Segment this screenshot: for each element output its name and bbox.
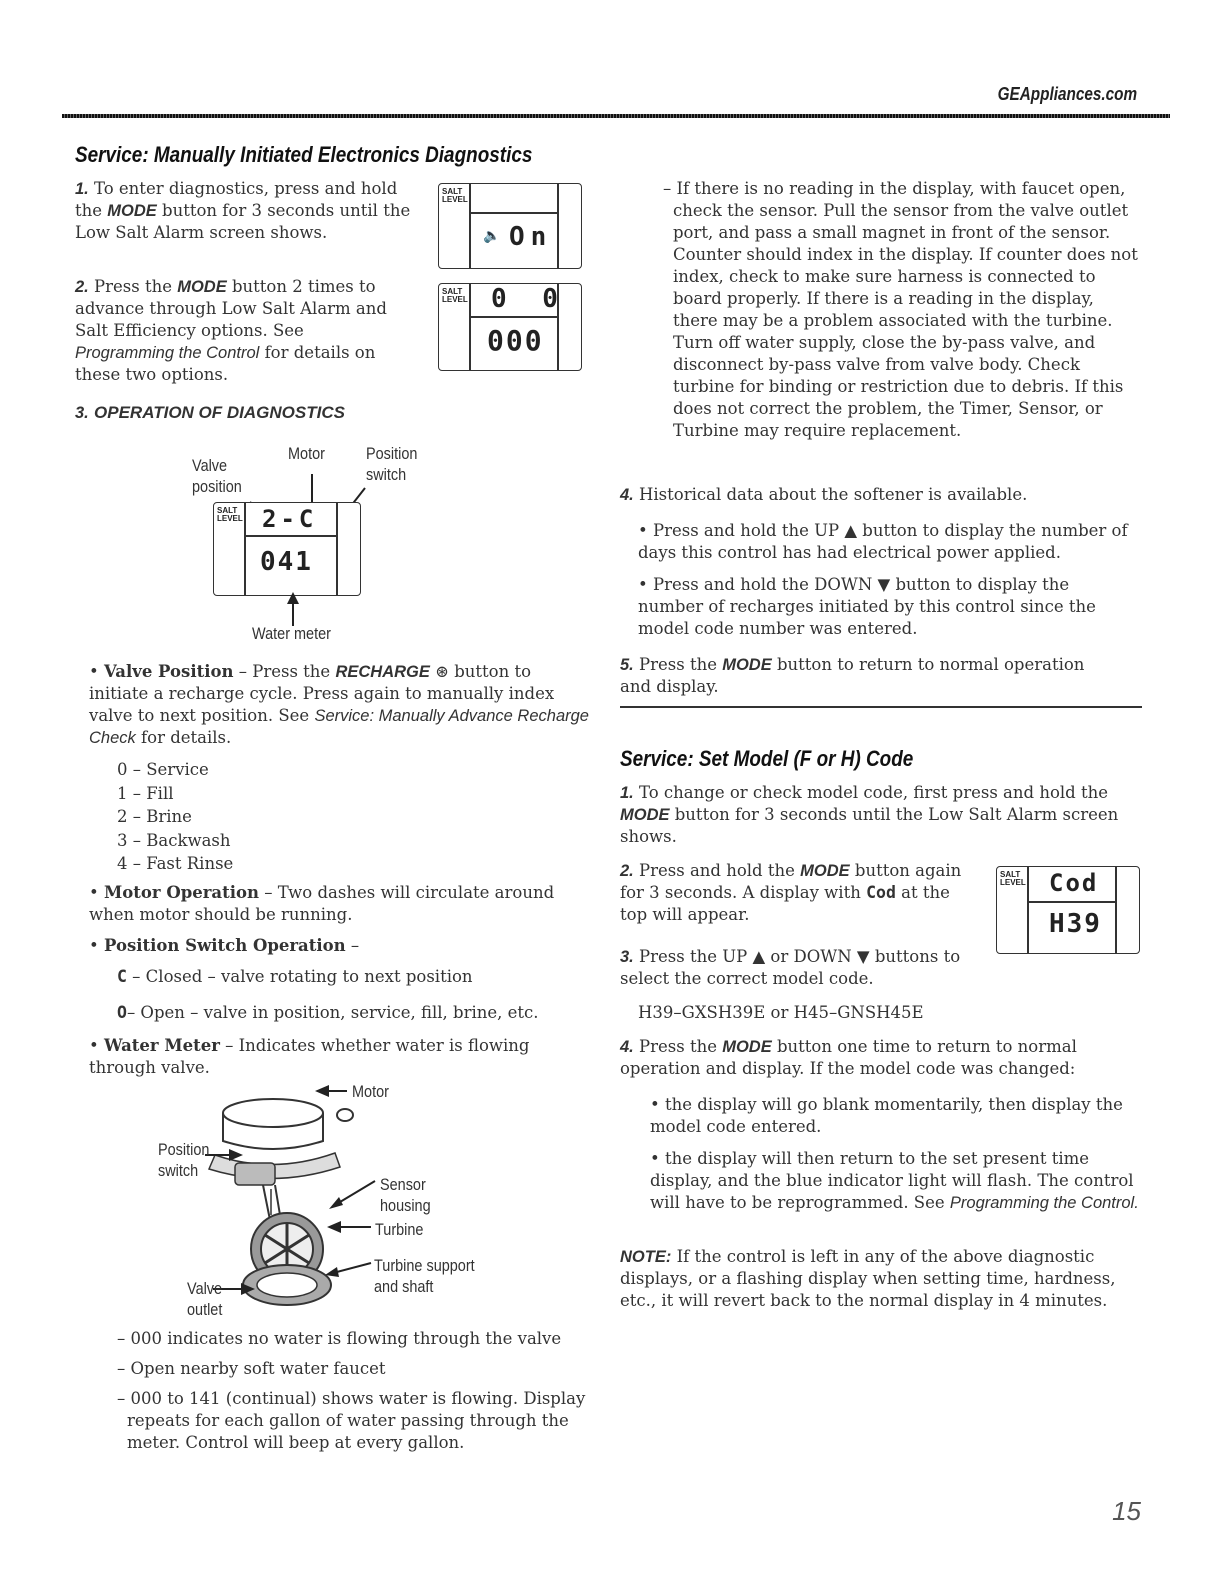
position-switch-item (89, 935, 359, 957)
note-text: If the control is left in any of the above diagnostic displays, or a flashing display when setting time, hardness, etc., it will revert back to the normal display in 4 minutes. (620, 1247, 1116, 1310)
advance-recharge-link[interactable]: Service: Manually Advance Recharge Check (89, 707, 589, 747)
step-text: button one time to return to normal operation and display. If the model code was changed: (620, 1037, 1077, 1078)
step-text: To enter diagnostics, press and hold the (75, 179, 398, 220)
step-number: 4. (620, 486, 634, 504)
programming-link[interactable]: Programming the Control (75, 344, 260, 362)
step-3-heading: OPERATION OF DIAGNOSTICS (94, 403, 345, 422)
up-arrow-icon: ▲ (752, 947, 766, 966)
label-sensor: Sensor (380, 1175, 426, 1194)
mode-button-label: MODE (177, 278, 227, 296)
list-item: 1 – Fill (117, 783, 174, 803)
step-number: 3. (620, 948, 634, 966)
label-position-switch-2: switch (366, 465, 407, 484)
step-text: Press the (639, 1037, 723, 1056)
step-text: or DOWN (765, 947, 857, 966)
label-position: position (192, 477, 242, 496)
step-text: To change or check model code, first press and hold the (639, 783, 1108, 802)
lcd-display-diagnostics (213, 502, 361, 596)
label-turbine-support: Turbine support (374, 1256, 475, 1275)
step-number: 3. (75, 404, 89, 422)
label-turbine: Turbine (375, 1220, 424, 1239)
mode-button-label: MODE (800, 862, 850, 880)
bullet-dot: • (638, 521, 648, 540)
state-text: – Closed – valve rotating to next position (126, 967, 473, 986)
step-text: buttons to select the correct model code. (620, 947, 961, 988)
recharge-button-label: RECHARGE (335, 663, 430, 681)
speaker-icon: 🔈 (483, 228, 501, 244)
step-text: for details on these two options. (75, 343, 376, 384)
step-4 (620, 484, 1140, 506)
list-item: 2 – Brine (117, 807, 192, 826)
positions-list (117, 758, 233, 876)
model-bullet-1 (650, 1094, 1130, 1138)
bullet-dot: • (89, 1036, 99, 1055)
item-label: Position Switch Operation (103, 936, 346, 955)
note (620, 1246, 1140, 1312)
step-number: 4. (620, 1038, 634, 1056)
section-divider (620, 706, 1142, 708)
mode-button-label: MODE (107, 202, 157, 220)
label-valve: Valve (192, 456, 228, 475)
lcd-divider (469, 184, 471, 268)
model-bullet-2 (650, 1148, 1140, 1214)
no-reading-note: – If there is no reading in the display, with faucet open, check the sensor. Pull the sensor from the valve outlet port, and pass a small magnet in front of the sensor. Counter should index in the display. If counter does not index, check to make sure harness is connected to board properly. If there is a reading in the display, there may be a problem associated with the turbine. Turn off water supply, close the by-pass valve, and disconnect by-pass valve from valve body. Check turbine for binding or restriction due to debris. If this does not correct the problem, the Timer, Sensor, or Turbine may require replacement. (663, 179, 1138, 440)
item-label: Valve Position (103, 662, 234, 681)
note-label: NOTE: (620, 1248, 672, 1266)
step-text: Press the (639, 655, 723, 674)
state-text: – Open – valve in position, service, fill, brine, etc. (126, 1003, 539, 1022)
bullet-dot: • (89, 662, 99, 681)
model-step-1 (620, 782, 1135, 848)
lcd-divider (469, 316, 557, 318)
lcd-top-value: Cod (1049, 869, 1099, 897)
lcd-bottom-value: 000 (487, 324, 544, 357)
label-outlet: outlet (187, 1300, 223, 1319)
lcd-divider (469, 284, 471, 370)
step-text: Press and hold the (639, 861, 801, 880)
page-number: 15 (1112, 1496, 1141, 1526)
step-1 (75, 178, 420, 244)
item-label: Motor Operation (103, 883, 260, 902)
model-step-2 (620, 860, 975, 926)
lcd-display-low-salt (438, 183, 582, 269)
label-position-switch-1: Position (366, 444, 418, 463)
step-text: button to return to normal operation and display. (620, 655, 1085, 696)
label-valve-part: Valve (187, 1279, 223, 1298)
bullet-text: button to display the number of recharges initiated by this control since the model code number was entered. (638, 575, 1096, 638)
closed-state (117, 966, 587, 988)
bullet-text: Press and hold the UP (652, 521, 845, 540)
bullet-dot: • (650, 1149, 660, 1168)
open-state (117, 1002, 587, 1024)
step-text: button again for 3 seconds. A display with (620, 861, 962, 902)
step-5 (620, 654, 1120, 698)
item-text: button to initiate a recharge cycle. Press again to manually index valve to next position. See (89, 662, 555, 725)
label-housing: housing (380, 1196, 431, 1215)
list-item: 3 – Backwash (117, 830, 231, 850)
model-step-4 (620, 1036, 1120, 1080)
step-number: 1. (620, 784, 634, 802)
salt-level-label: SALT LEVEL (1000, 870, 1026, 887)
valve-position-item (89, 661, 589, 749)
model-step-3 (620, 946, 980, 990)
step-text: Historical data about the softener is available. (639, 485, 1028, 504)
item-text: – Indicates whether water is flowing through valve. (89, 1036, 530, 1077)
step-text: button for 3 seconds until the Low Salt Alarm screen shows. (620, 805, 1119, 846)
lcd-top-value: 0 0 (491, 284, 568, 314)
programming-link[interactable]: Programming the Control. (949, 1194, 1139, 1212)
step-text: Press the UP (639, 947, 753, 966)
bullet-dot: • (650, 1095, 660, 1114)
lcd-divider (244, 503, 246, 595)
label-water-meter: Water meter (252, 624, 331, 643)
mode-button-label: MODE (620, 806, 670, 824)
water-meter-arrow (283, 592, 303, 628)
cod-glyph: Cod (866, 883, 896, 902)
label-motor-part: Motor (352, 1082, 389, 1101)
lcd-divider (336, 503, 338, 595)
label-motor: Motor (288, 444, 325, 463)
lcd-display-model-code (996, 866, 1140, 954)
closed-glyph: C (117, 967, 127, 986)
step-text: Press the (94, 277, 178, 296)
step-3 (75, 402, 345, 424)
lcd-top-value: 2-C (262, 505, 318, 533)
bullet-dot: • (89, 936, 99, 955)
lcd-divider (469, 212, 557, 214)
bullet-dot: • (89, 883, 99, 902)
label-switch-part: switch (158, 1161, 199, 1180)
step-number: 5. (620, 656, 634, 674)
label-and-shaft: and shaft (374, 1277, 434, 1296)
step-number: 2. (620, 862, 634, 880)
list-item: 4 – Fast Rinse (117, 854, 234, 873)
water-meter-item (89, 1035, 549, 1079)
item-text: – Two dashes will circulate around when motor should be running. (89, 883, 555, 924)
lcd-bottom-value: H39 (1049, 909, 1102, 939)
recharge-icon: ⊛ (435, 662, 449, 681)
lcd-divider (557, 184, 559, 268)
bullet-dot: • (638, 575, 648, 594)
bullet-text: button to display the number of days this control has had electrical power applied. (638, 521, 1128, 562)
label-position-part: Position (158, 1140, 210, 1159)
section-title-diagnostics: Service: Manually Initiated Electronics Diagnostics (75, 142, 533, 167)
lcd-divider (1027, 901, 1115, 903)
item-text: – (345, 936, 360, 955)
down-arrow-icon: ▼ (856, 947, 870, 966)
lcd-display-salt-efficiency (438, 283, 582, 371)
step-text: at the top will appear. (620, 883, 950, 924)
bullet-text: the display will then return to the set present time display, and the blue indicator light will flash. The control will have to be reprogrammed. See (650, 1149, 1134, 1212)
meter-note: – 000 indicates no water is flowing through the valve (117, 1329, 562, 1348)
step-text: button for 3 seconds until the Low Salt Alarm screen shows. (75, 201, 411, 242)
list-item: 0 – Service (117, 760, 209, 779)
salt-level-label: SALT LEVEL (217, 506, 243, 523)
meter-note: – Open nearby soft water faucet (117, 1359, 386, 1378)
meter-note: – 000 to 141 (continual) shows water is flowing. Display repeats for each gallon of water passing through the meter. Control will beep at every gallon. (117, 1389, 586, 1452)
salt-level-label: SALT LEVEL (442, 187, 468, 204)
mode-button-label: MODE (722, 656, 772, 674)
open-glyph: O (117, 1003, 127, 1022)
up-arrow-icon: ▲ (844, 521, 858, 540)
item-text: for details. (135, 728, 232, 747)
lcd-divider (1027, 867, 1029, 953)
step-number: 2. (75, 278, 89, 296)
motor-operation-item (89, 882, 579, 926)
header-rule (62, 114, 1170, 118)
lcd-divider (1115, 867, 1117, 953)
item-label: Water Meter (103, 1036, 220, 1055)
mode-button-label: MODE (722, 1038, 772, 1056)
model-codes: H39–GXSH39E or H45–GNSH45E (638, 1003, 924, 1022)
site-name: GEAppliances.com (997, 84, 1137, 104)
lcd-bottom-value: 041 (260, 547, 313, 577)
lcd-divider (244, 535, 338, 537)
bullet-down (638, 574, 1138, 640)
bullet-up (638, 520, 1138, 564)
step-text: button 2 times to advance through Low Salt Alarm and Salt Efficiency options. See (75, 277, 387, 340)
bullet-text: the display will go blank momentarily, then display the model code entered. (650, 1095, 1123, 1136)
step-2 (75, 276, 405, 386)
salt-level-label: SALT LEVEL (442, 287, 468, 304)
bullet-text: Press and hold the DOWN (652, 575, 878, 594)
section-title-model-code: Service: Set Model (F or H) Code (620, 746, 914, 771)
lcd-value: On (509, 222, 553, 252)
step-number: 1. (75, 180, 89, 198)
down-arrow-icon: ▼ (877, 575, 891, 594)
item-text: – Press the (233, 662, 336, 681)
